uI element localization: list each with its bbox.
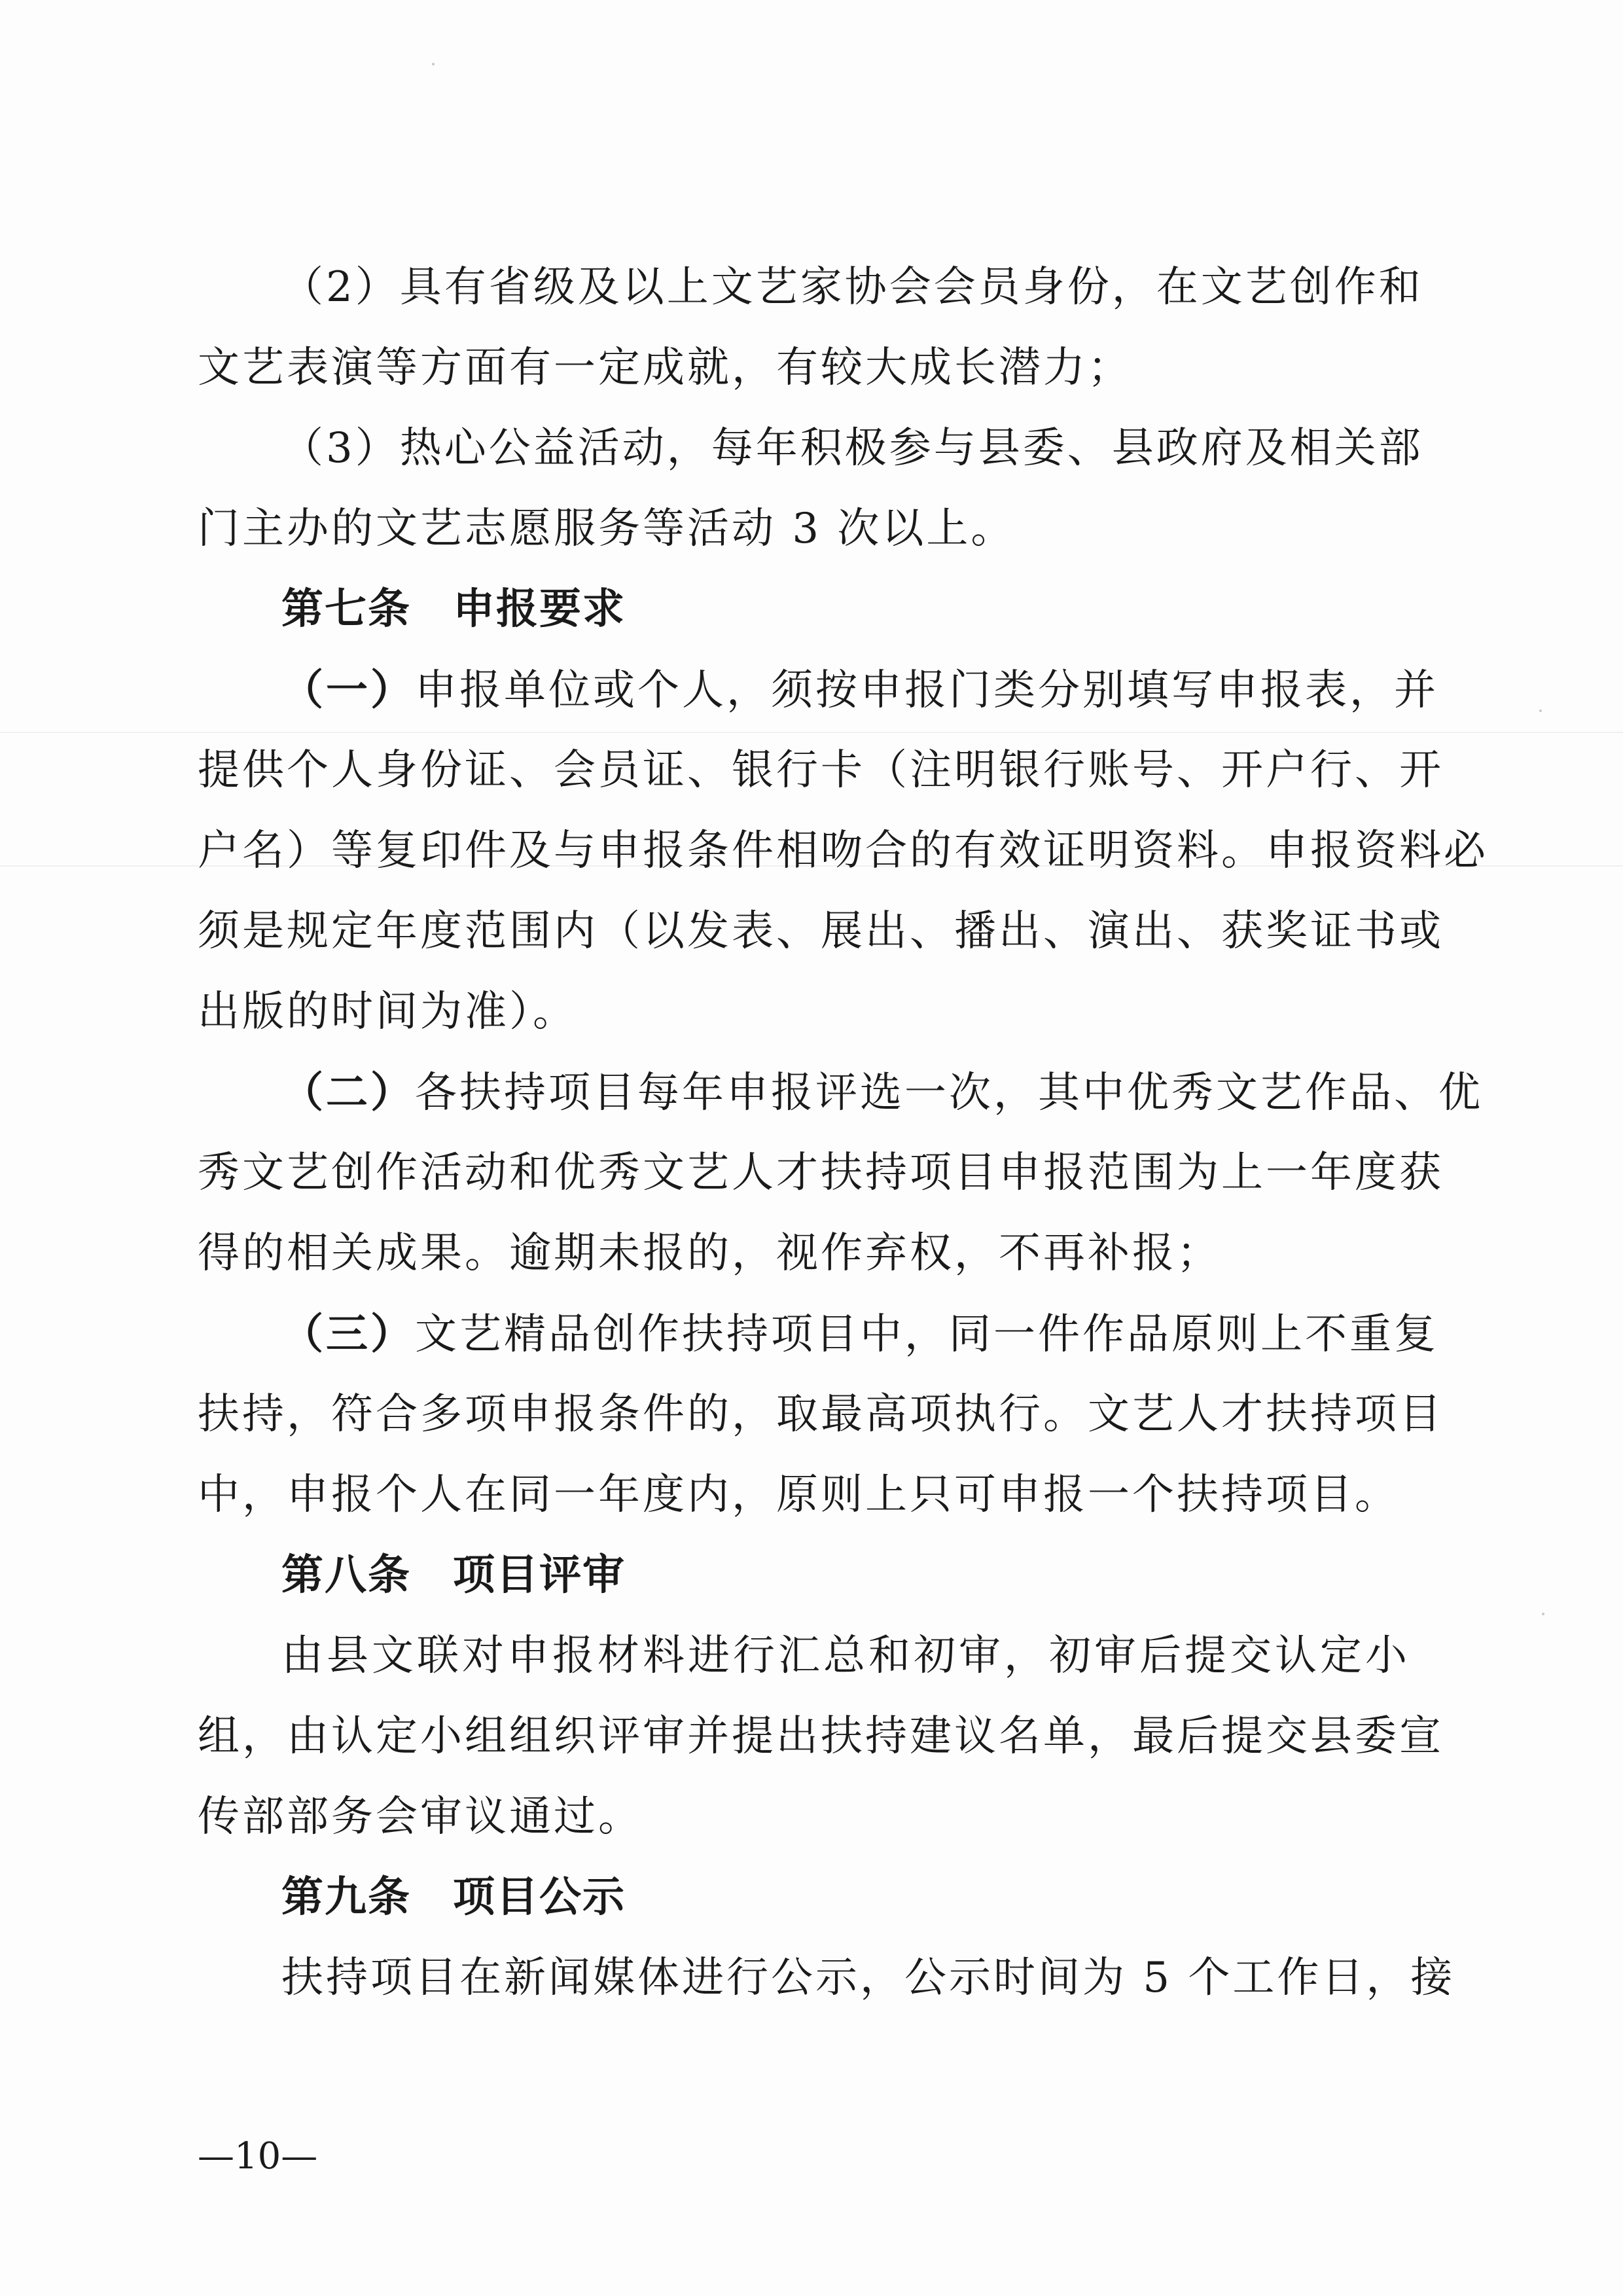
body-text-line bbox=[198, 1133, 1444, 1213]
line-text: 户名）等复印件及与申报条件相吻合的有效证明资料。申报资料必 bbox=[198, 827, 1488, 875]
line-text: 扶持，符合多项申报条件的，取最高项执行。文艺人才扶持项目 bbox=[198, 1390, 1444, 1439]
body-text-line bbox=[198, 1616, 1410, 1696]
body-text-line bbox=[198, 247, 1423, 328]
body-text-line bbox=[198, 972, 1410, 1052]
article-number: 第九条 bbox=[281, 1873, 411, 1922]
line-text: 组，由认定小组组织评审并提出扶持建议名单，最后提交县委宣 bbox=[198, 1712, 1444, 1761]
line-text: 文艺精品创作扶持项目中，同一件作品原则上不重复 bbox=[415, 1310, 1438, 1359]
article-title: 项目公示 bbox=[453, 1873, 626, 1922]
body-text-line bbox=[198, 811, 1488, 891]
clause-number: （一） bbox=[281, 666, 415, 715]
line-text: 门主办的文艺志愿服务等活动 3 次以上。 bbox=[198, 505, 1016, 553]
article-number: 第七条 bbox=[281, 585, 411, 634]
body-text-line bbox=[198, 1213, 1410, 1294]
body-text-line bbox=[198, 1696, 1444, 1777]
scan-speck bbox=[432, 63, 435, 65]
line-text: 秀文艺创作活动和优秀文艺人才扶持项目申报范围为上一年度获 bbox=[198, 1149, 1444, 1197]
line-text: （3）热心公益活动，每年积极参与县委、县政府及相关部 bbox=[281, 424, 1423, 473]
line-text: 文艺表演等方面有一定成就，有较大成长潜力； bbox=[198, 344, 1132, 392]
line-text: 出版的时间为准）。 bbox=[198, 988, 577, 1036]
body-text-line bbox=[198, 328, 1410, 408]
line-text: 须是规定年度范围内（以发表、展出、播出、演出、获奖证书或 bbox=[198, 907, 1444, 956]
article-heading bbox=[198, 1535, 1410, 1616]
body-text-line bbox=[198, 650, 1438, 730]
line-text: 由县文联对申报材料进行汇总和初审，初审后提交认定小 bbox=[281, 1632, 1410, 1680]
body-text-line bbox=[198, 489, 1410, 569]
line-text: 各扶持项目每年申报评选一次，其中优秀文艺作品、优 bbox=[415, 1069, 1483, 1117]
clause-number: （二） bbox=[281, 1068, 415, 1117]
article-heading bbox=[198, 569, 1410, 650]
article-number: 第八条 bbox=[281, 1551, 411, 1600]
line-text: 中，申报个人在同一年度内，原则上只可申报一个扶持项目。 bbox=[198, 1471, 1399, 1519]
article-heading bbox=[198, 1857, 1410, 1938]
body-text-line bbox=[198, 408, 1423, 489]
line-text: 扶持项目在新闻媒体进行公示，公示时间为 5 个工作日，接 bbox=[281, 1954, 1455, 2002]
body-text-line bbox=[198, 891, 1444, 972]
line-text: （2）具有省级及以上文艺家协会会员身份，在文艺创作和 bbox=[281, 263, 1423, 312]
line-text: 得的相关成果。逾期未报的，视作弃权，不再补报； bbox=[198, 1229, 1221, 1278]
document-body bbox=[198, 247, 1488, 2018]
body-text-line bbox=[198, 1294, 1438, 1374]
page-number: —10— bbox=[198, 2135, 318, 2178]
scan-speck bbox=[1542, 1613, 1544, 1615]
body-text-line bbox=[198, 1938, 1455, 2018]
line-text: 传部部务会审议通过。 bbox=[198, 1793, 643, 1841]
body-text-line bbox=[198, 1374, 1444, 1455]
body-text-line bbox=[198, 1777, 1410, 1857]
body-text-line bbox=[198, 730, 1444, 811]
line-text: 提供个人身份证、会员证、银行卡（注明银行账号、开户行、开 bbox=[198, 746, 1444, 795]
article-title: 申报要求 bbox=[453, 585, 626, 634]
scan-speck bbox=[1539, 709, 1542, 712]
article-title: 项目评审 bbox=[453, 1551, 626, 1600]
clause-number: （三） bbox=[281, 1310, 415, 1359]
body-text-line bbox=[198, 1455, 1410, 1535]
body-text-line bbox=[198, 1052, 1483, 1133]
line-text: 申报单位或个人，须按申报门类分别填写申报表，并 bbox=[415, 666, 1438, 715]
